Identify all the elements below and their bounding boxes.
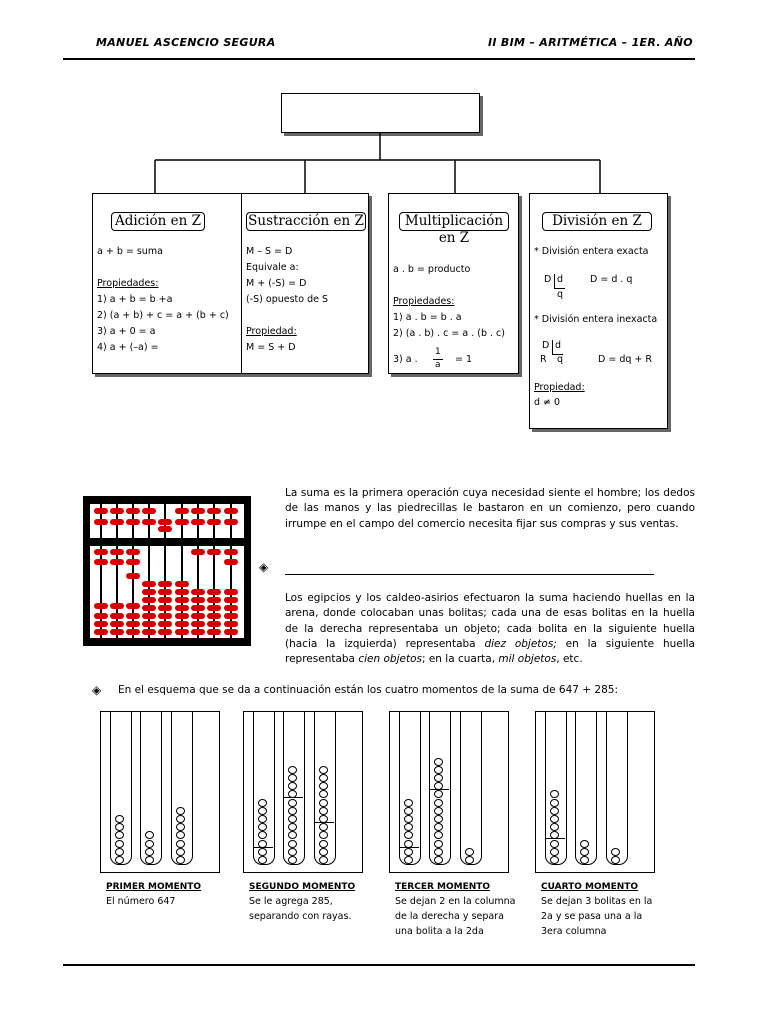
card-division-title: División en Z <box>542 212 652 231</box>
abacus-bead <box>94 603 108 609</box>
bead <box>404 856 413 864</box>
bead <box>319 807 328 815</box>
moment-label: SEGUNDO MOMENTO <box>249 882 356 892</box>
bead <box>319 774 328 782</box>
bead <box>550 799 559 807</box>
moment-description: 2a y se pasa una a la <box>541 911 643 922</box>
bead <box>550 840 559 848</box>
moment-description: Se dejan 3 bolitas en la <box>541 896 653 907</box>
abacus-bead <box>158 621 172 627</box>
abacus-bead <box>94 621 108 627</box>
card-multiplicacion-body <box>393 262 505 342</box>
card-sustraccion-title: Sustracción en Z <box>246 212 366 231</box>
bead <box>550 848 559 856</box>
bead <box>434 799 443 807</box>
abacus-illustration <box>83 496 251 646</box>
abacus-bead <box>191 508 205 514</box>
moment-frame <box>389 711 509 873</box>
abacus-bead <box>207 629 221 635</box>
intro-paragraph: La suma es la primera operación cuya necesidad siente el hombre; los dedos de las manos y las piedrecillas le bastaron en un comienzo, pero cuando irrumpe en el campo del comercio necesita fijar sus compras y sus ventas. <box>285 487 695 530</box>
history-text-4: , etc. <box>556 653 583 666</box>
moment-description: El número 647 <box>106 896 176 907</box>
line: (-S) opuesto de S <box>246 294 329 305</box>
line: Propiedades: <box>97 278 159 289</box>
section-title-line <box>285 574 654 575</box>
abacus-bead <box>94 629 108 635</box>
moment-description: Se le agrega 285, <box>249 896 333 907</box>
div-inexact-d: d <box>555 340 562 351</box>
abacus-bead <box>142 613 156 619</box>
abacus-bead <box>191 621 205 627</box>
line: a + b = suma <box>97 246 163 257</box>
abacus-bead <box>110 603 124 609</box>
bead <box>434 856 443 864</box>
line: Propiedades: <box>393 296 455 307</box>
bead <box>580 840 589 848</box>
moment-description: separando con rayas. <box>249 911 352 922</box>
div-exact-d: d <box>557 274 564 285</box>
abacus-bead <box>158 526 172 532</box>
abacus-bead <box>142 589 156 595</box>
abacus-bead <box>175 621 189 627</box>
abacus-bead <box>207 605 221 611</box>
separator-ray <box>314 822 334 823</box>
bead <box>404 799 413 807</box>
abacus-bead <box>94 549 108 555</box>
div-exact-formula: D = d . q <box>590 274 633 285</box>
bead <box>288 840 297 848</box>
history-italic-2: cien objetos <box>358 653 422 666</box>
div-inexact-D: D <box>542 340 550 351</box>
line: 1) a . b = b . a <box>393 312 462 323</box>
line: M + (-S) = D <box>246 278 307 289</box>
schema-intro: En el esquema que se da a continuación están los cuatro momentos de la suma de 647 + 285: <box>118 684 619 696</box>
abacus-bead <box>224 559 238 565</box>
abacus-bead <box>224 549 238 555</box>
card-multiplicacion-title: Multiplicación en Z <box>399 212 509 231</box>
line: M – S = D <box>246 246 293 257</box>
bead <box>288 807 297 815</box>
bead <box>550 807 559 815</box>
abacus-bead <box>224 629 238 635</box>
bead <box>176 840 185 848</box>
bead <box>434 815 443 823</box>
moment-frame <box>535 711 655 873</box>
separator-ray <box>283 797 303 798</box>
abacus-bead <box>110 613 124 619</box>
bead <box>465 856 474 864</box>
abacus-bead <box>142 519 156 525</box>
bead-column <box>606 712 628 865</box>
diagram-connectors <box>0 0 768 200</box>
moment-description: de la derecha y separa <box>395 911 504 922</box>
abacus-bead <box>142 605 156 611</box>
abacus-bead <box>175 629 189 635</box>
abacus-bead <box>126 629 140 635</box>
abacus-bead <box>191 519 205 525</box>
bead <box>176 856 185 864</box>
abacus-bead <box>126 508 140 514</box>
card-division <box>529 193 668 429</box>
bead <box>145 840 154 848</box>
abacus-bead <box>158 589 172 595</box>
bead <box>258 848 267 856</box>
abacus-bead <box>158 581 172 587</box>
abacus-bead <box>142 581 156 587</box>
line: a . b = producto <box>393 264 471 275</box>
history-text-3: ; en la cuarta, <box>421 653 499 666</box>
abacus-bead <box>142 597 156 603</box>
moment-label: TERCER MOMENTO <box>395 882 491 892</box>
div-exact-label <box>534 244 649 260</box>
div-inexact-R: R <box>540 354 547 365</box>
abacus-bead <box>158 519 172 525</box>
moment-label: CUARTO MOMENTO <box>541 882 639 892</box>
bead <box>176 807 185 815</box>
abacus-bead <box>142 629 156 635</box>
bead <box>580 848 589 856</box>
line: M = S + D <box>246 342 296 353</box>
bead <box>288 815 297 823</box>
abacus-bead <box>191 613 205 619</box>
abacus-bead <box>224 519 238 525</box>
line: 2) (a . b) . c = a . (b . c) <box>393 328 505 339</box>
abacus-bead <box>191 589 205 595</box>
bead <box>611 848 620 856</box>
history-paragraph <box>285 591 695 667</box>
abacus-bead <box>94 508 108 514</box>
abacus-bead <box>126 603 140 609</box>
div-exact-q: q <box>557 289 564 300</box>
card-multiplicacion <box>388 193 519 374</box>
abacus-bead <box>158 613 172 619</box>
card-sustraccion-body <box>246 244 328 356</box>
bead <box>319 856 328 864</box>
bead <box>258 856 267 864</box>
abacus-bead <box>175 508 189 514</box>
abacus-bead <box>191 605 205 611</box>
div-inexact-q: q <box>557 354 564 365</box>
line: 1) a + b = b +a <box>97 294 173 305</box>
separator-ray <box>429 789 449 790</box>
abacus-bead <box>224 605 238 611</box>
bead <box>288 848 297 856</box>
abacus-bead <box>94 559 108 565</box>
fraction-denominator: a <box>435 360 441 368</box>
moment-description: 3era columna <box>541 926 607 937</box>
abacus-bead <box>191 597 205 603</box>
prop3-result: = 1 <box>455 354 473 365</box>
abacus-bead <box>158 605 172 611</box>
abacus-bead <box>207 508 221 514</box>
abacus-bead <box>224 621 238 627</box>
bead <box>115 856 124 864</box>
card-adicion-title: Adición en Z <box>111 212 205 231</box>
bead <box>145 848 154 856</box>
abacus-bead <box>126 559 140 565</box>
card-sustraccion <box>241 193 369 374</box>
bead <box>404 848 413 856</box>
abacus-bead <box>175 613 189 619</box>
abacus-bead <box>191 629 205 635</box>
abacus-bead <box>110 559 124 565</box>
separator-ray <box>253 847 273 848</box>
line <box>97 260 229 276</box>
card-adicion-body <box>97 244 229 356</box>
bead <box>550 815 559 823</box>
div-exact-D: D <box>544 274 552 285</box>
bead <box>580 856 589 864</box>
line <box>393 278 505 294</box>
line <box>246 308 328 324</box>
abacus-bead <box>126 613 140 619</box>
history-text-2: en la siguiente huella representaba <box>285 637 695 666</box>
bead <box>319 799 328 807</box>
moment-frame <box>243 711 363 873</box>
abacus-bead <box>207 519 221 525</box>
bead <box>434 807 443 815</box>
abacus-bead <box>110 508 124 514</box>
abacus-bead <box>110 519 124 525</box>
abacus-bead <box>207 597 221 603</box>
abacus-bead <box>110 621 124 627</box>
abacus-bead <box>175 589 189 595</box>
moment-frame <box>100 711 220 873</box>
div-exact-text: * División entera exacta <box>534 246 649 257</box>
moment-label: PRIMER MOMENTO <box>106 882 202 892</box>
bead <box>115 815 124 823</box>
prop3-label: 3) a . <box>393 354 418 365</box>
moment-description: Se dejan 2 en la columna <box>395 896 516 907</box>
abacus-bead <box>142 621 156 627</box>
abacus-bead <box>110 549 124 555</box>
bead <box>550 856 559 864</box>
abacus-bead <box>126 621 140 627</box>
header-course: II BIM – ARITMÉTICA – 1ER. AÑO <box>488 36 693 49</box>
bead <box>611 856 620 864</box>
line: Propiedad: <box>246 326 297 337</box>
bead <box>115 840 124 848</box>
card-adicion <box>92 193 250 374</box>
moment-description: una bolita a la 2da <box>395 926 484 937</box>
abacus-bead <box>224 613 238 619</box>
bead <box>404 807 413 815</box>
bead <box>258 815 267 823</box>
abacus-bead <box>207 589 221 595</box>
abacus-bead <box>224 597 238 603</box>
abacus-bead <box>158 629 172 635</box>
line: 2) (a + b) + c = a + (b + c) <box>97 310 229 321</box>
fraction-numerator: 1 <box>435 347 441 357</box>
abacus-bead <box>126 573 140 579</box>
bead <box>176 815 185 823</box>
abacus-bead <box>142 508 156 514</box>
separator-ray <box>545 838 565 839</box>
div-inexact-formula: D = dq + R <box>598 354 652 365</box>
abacus-bead <box>175 605 189 611</box>
footer-rule <box>63 964 695 966</box>
line: 4) a + (–a) = <box>97 342 159 353</box>
bead <box>319 848 328 856</box>
abacus-bead <box>175 597 189 603</box>
bead <box>465 848 474 856</box>
abacus-bead <box>224 589 238 595</box>
bead <box>434 774 443 782</box>
abacus-bead <box>191 549 205 555</box>
bead <box>288 799 297 807</box>
line: Equivale a: <box>246 262 299 273</box>
history-text-1: Los egipcios y los caldeo-asirios efectuaron la suma haciendo huellas en la arena, donde colocaban unas bolitas; cada una de esas bolitas en la huella de la derecha representaba un objeto; cada bolita en la siguiente huella (hacia la izquierda) representaba <box>285 592 695 650</box>
diamond-bullet-icon: ◈ <box>92 683 102 697</box>
diamond-bullet-icon: ◈ <box>259 560 269 574</box>
bead <box>434 840 443 848</box>
bead <box>288 856 297 864</box>
bead <box>319 766 328 774</box>
abacus-bead <box>175 519 189 525</box>
abacus-bead <box>94 613 108 619</box>
bead-column <box>460 712 482 865</box>
bead <box>115 848 124 856</box>
abacus-bead <box>207 621 221 627</box>
abacus-bead <box>224 508 238 514</box>
separator-ray <box>399 847 419 848</box>
abacus-bead <box>207 549 221 555</box>
history-italic-1: diez objetos; <box>484 637 557 650</box>
line: 3) a + 0 = a <box>97 326 156 337</box>
bead <box>434 766 443 774</box>
div-inexact-label: * División entera inexacta <box>534 314 658 325</box>
bead <box>288 766 297 774</box>
bead <box>319 840 328 848</box>
bead <box>288 774 297 782</box>
abacus-bead <box>110 629 124 635</box>
header-author: MANUEL ASCENCIO SEGURA <box>96 36 276 49</box>
bead <box>258 799 267 807</box>
bead <box>145 856 154 864</box>
div-property-value: d ≠ 0 <box>534 397 561 408</box>
bead <box>404 815 413 823</box>
abacus-bead <box>158 597 172 603</box>
abacus-bead <box>126 519 140 525</box>
abacus-bead <box>126 549 140 555</box>
abacus-bead <box>207 613 221 619</box>
div-property-label: Propiedad: <box>534 382 585 393</box>
bead <box>258 807 267 815</box>
abacus-bead <box>94 519 108 525</box>
abacus-bead <box>175 581 189 587</box>
history-italic-3: mil objetos <box>498 653 557 666</box>
bead <box>434 848 443 856</box>
bead <box>434 758 443 766</box>
bead <box>176 848 185 856</box>
